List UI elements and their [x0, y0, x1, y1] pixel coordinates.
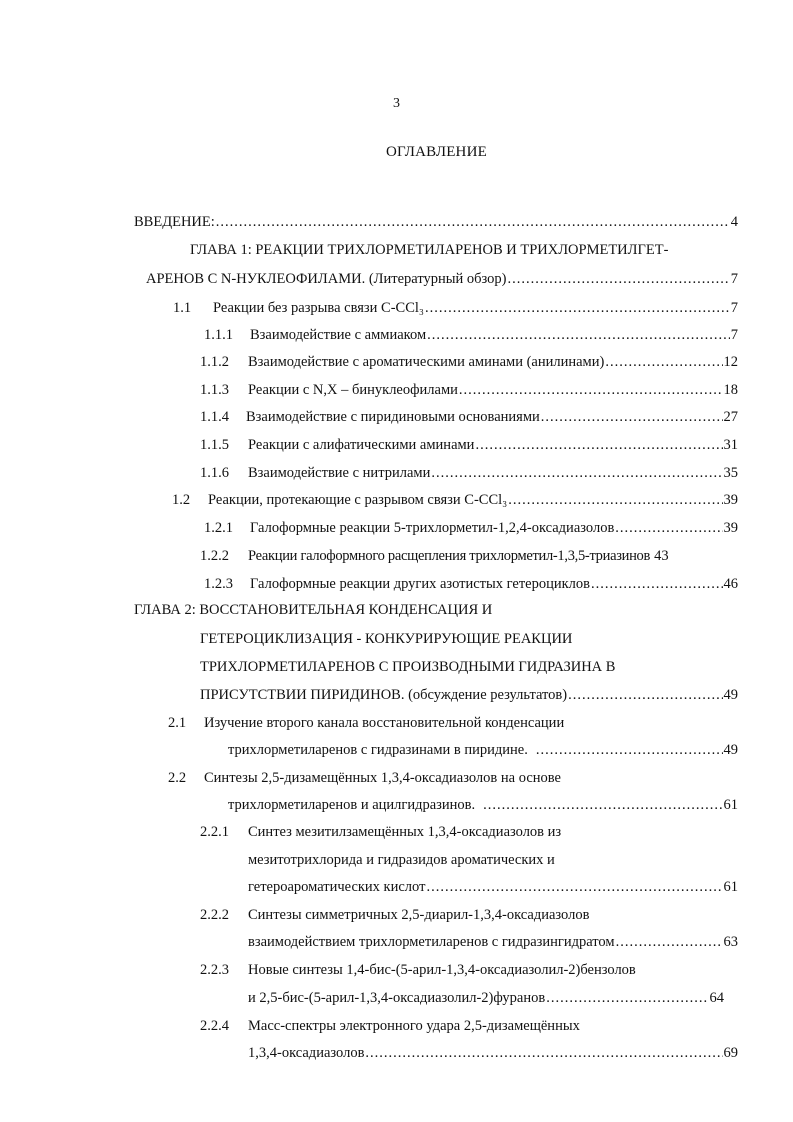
- toc-entry-text: Синтезы 2,5-дизамещённых 1,3,4-оксадиазолов на основе: [204, 770, 561, 786]
- toc-page-ref: 39: [723, 520, 738, 536]
- toc-entry-text: Взаимодействие с пиридиновыми основаниями: [246, 409, 540, 425]
- toc-page-ref: 31: [723, 437, 738, 453]
- toc-page-ref: 7: [730, 300, 738, 316]
- toc-entry-text: ПРИСУТСТВИИ ПИРИДИНОВ. (обсуждение результатов): [200, 687, 568, 703]
- toc-entry-number: 1.1.3: [200, 382, 229, 398]
- leader-dots: [615, 518, 722, 538]
- leader-dots: [508, 490, 722, 510]
- toc-entry-2-2-4-cont[interactable]: [248, 1043, 738, 1063]
- toc-entry-number: 1.2.3: [204, 576, 233, 592]
- toc-entry-text: Взаимодействие с ароматическими аминами (анилинами): [248, 354, 605, 370]
- toc-entry-text: Синтез мезитилзамещённых 1,3,4-оксадиазолов из: [248, 824, 562, 840]
- toc-entry-text: Реакции с N,X – бинуклеофилами: [248, 382, 458, 398]
- toc-page-ref: 61: [723, 797, 738, 813]
- toc-page-ref: 63: [723, 934, 738, 950]
- toc-entry-text: Взаимодействие с аммиаком: [250, 327, 427, 343]
- toc-entry-2-2-2[interactable]: [200, 905, 738, 925]
- toc-chapter2-line1[interactable]: ГЛАВА 2: ВОССТАНОВИТЕЛЬНАЯ КОНДЕНСАЦИЯ И: [134, 602, 493, 618]
- leader-dots: [427, 325, 730, 345]
- toc-entry-number: 1.1.6: [200, 465, 229, 481]
- toc-page-ref: 69: [723, 1045, 738, 1061]
- toc-entry-number: 1.1.5: [200, 437, 229, 453]
- toc-entry-1-2-2[interactable]: [200, 546, 738, 566]
- toc-entry-2-2-1-cont2[interactable]: [248, 877, 738, 897]
- toc-entry-number: 1.2.1: [204, 520, 233, 536]
- page-number: 3: [393, 96, 400, 111]
- toc-entry-2-2-3[interactable]: [200, 960, 738, 980]
- leader-dots: [507, 269, 729, 289]
- toc-page-ref: 7: [730, 271, 738, 287]
- leader-dots: [459, 380, 723, 400]
- toc-entry-number: 2.2: [168, 770, 187, 786]
- toc-page-ref: 39: [723, 492, 738, 508]
- toc-entry-text: 1,3,4-оксадиазолов: [248, 1045, 365, 1061]
- leader-dots: [216, 212, 730, 232]
- toc-chapter2-line4[interactable]: [200, 685, 738, 705]
- toc-entry-text: Синтезы симметричных 2,5-диарил-1,3,4-оксадиазолов: [248, 907, 590, 923]
- toc-page-ref: 35: [723, 465, 738, 481]
- leader-dots: [605, 352, 722, 372]
- toc-page-ref: 61: [723, 879, 738, 895]
- leader-dots: [426, 877, 722, 897]
- toc-entry-text: Взаимодействие с нитрилами: [248, 465, 431, 481]
- toc-chapter1-line2[interactable]: [146, 269, 738, 289]
- toc-entry-number: 2.1: [168, 715, 187, 731]
- toc-entry-text: Реакции галоформного расщепления трихлорметил-1,3,5-триазинов: [248, 548, 651, 564]
- toc-chapter2-line2[interactable]: ГЕТЕРОЦИКЛИЗАЦИЯ - КОНКУРИРУЮЩИЕ РЕАКЦИИ: [200, 631, 573, 647]
- toc-entry-text: и 2,5-бис-(5-арил-1,3,4-оксадиазолил-2)фуранов: [248, 990, 546, 1006]
- toc-entry-number: 1.2: [172, 492, 191, 508]
- leader-dots: [483, 795, 722, 815]
- toc-entry-2-2[interactable]: [168, 768, 738, 788]
- toc-entry-1-2-3[interactable]: [204, 574, 738, 594]
- leader-dots: [568, 685, 722, 705]
- toc-chapter2-line3[interactable]: ТРИХЛОРМЕТИЛАРЕНОВ С ПРОИЗВОДНЫМИ ГИДРАЗИНА В: [200, 659, 616, 675]
- toc-entry-text: ВВЕДЕНИЕ:: [134, 214, 215, 230]
- leader-dots: [541, 407, 723, 427]
- toc-entry-text: Галоформные реакции 5-трихлорметил-1,2,4-оксадиазолов: [250, 520, 615, 536]
- toc-entry-number: 1.1.4: [200, 409, 229, 425]
- toc-chapter1-line1[interactable]: ГЛАВА 1: РЕАКЦИИ ТРИХЛОРМЕТИЛАРЕНОВ И ТРИХЛОРМЕТИЛГЕТ-: [190, 242, 669, 258]
- toc-entry-text: Изучение второго канала восстановительной конденсации: [204, 715, 565, 731]
- toc-entry-text: Реакции, протекающие с разрывом связи C-CCl₃: [208, 492, 508, 508]
- toc-entry-text: трихлорметиларенов и ацилгидразинов.: [228, 797, 476, 813]
- leader-dots: [546, 988, 708, 1008]
- toc-entry-text: взаимодействием трихлорметиларенов с гидразингидратом: [248, 934, 615, 950]
- toc-page-ref: 7: [730, 327, 738, 343]
- toc-entry-2-2-1[interactable]: [200, 822, 738, 842]
- toc-entry-2-2-3-cont[interactable]: [248, 988, 724, 1008]
- toc-page-ref: 12: [723, 354, 738, 370]
- toc-entry-number: 2.2.3: [200, 962, 229, 978]
- toc-page-ref: 27: [723, 409, 738, 425]
- leader-dots: [431, 463, 722, 483]
- toc-entry-text: Галоформные реакции других азотистых гетероциклов: [250, 576, 590, 592]
- toc-page-ref: 49: [723, 742, 738, 758]
- leader-dots: [365, 1043, 722, 1063]
- toc-entry-text: трихлорметиларенов с гидразинами в пиридине.: [228, 742, 528, 758]
- leader-dots: [536, 740, 723, 760]
- toc-entry-1-1-2[interactable]: [200, 352, 738, 372]
- toc-entry-number: 2.2.2: [200, 907, 229, 923]
- toc-page-ref: 4: [730, 214, 738, 230]
- toc-entry-1-2-1[interactable]: [204, 518, 738, 538]
- toc-entry-text: гетероароматических кислот: [248, 879, 426, 895]
- toc-entry-text: Новые синтезы 1,4-бис-(5-арил-1,3,4-оксадиазолил-2)бензолов: [248, 962, 636, 978]
- toc-page-ref: 46: [723, 576, 738, 592]
- toc-entry-1-1-3[interactable]: [200, 380, 738, 400]
- toc-entry-number: 2.2.4: [200, 1018, 229, 1034]
- toc-entry-2-2-2-cont[interactable]: [248, 932, 738, 952]
- toc-entry-text: АРЕНОВ С N-НУКЛЕОФИЛАМИ. (Литературный обзор): [146, 271, 507, 287]
- toc-page-ref: 49: [723, 687, 738, 703]
- toc-entry-1-1-1[interactable]: [204, 325, 738, 345]
- toc-entry-text: Реакции с алифатическими аминами: [248, 437, 475, 453]
- leader-dots: [475, 435, 722, 455]
- toc-entry-2-2-4[interactable]: [200, 1016, 738, 1036]
- toc-entry-number: 1.1.2: [200, 354, 229, 370]
- toc-entry-2-2-1-cont1[interactable]: мезитотрихлорида и гидразидов ароматических и: [248, 852, 555, 868]
- toc-entry-text: Реакции без разрыва связи C-CCl₃: [213, 300, 424, 316]
- toc-entry-text: Масс-спектры электронного удара 2,5-дизамещённых: [248, 1018, 580, 1034]
- toc-entry-1-1-5[interactable]: [200, 435, 738, 455]
- toc-page-ref: 18: [723, 382, 738, 398]
- toc-page-ref: 64: [709, 990, 724, 1006]
- toc-entry-2-1-cont[interactable]: [228, 740, 738, 760]
- leader-dots: [616, 932, 723, 952]
- toc-entry-number: 2.2.1: [200, 824, 229, 840]
- leader-dots: [591, 574, 723, 594]
- page-title: ОГЛАВЛЕНИЕ: [386, 144, 487, 160]
- toc-entry-2-2-cont[interactable]: [228, 795, 738, 815]
- toc-entry-1-1-4[interactable]: [200, 407, 738, 427]
- toc-entry-2-1[interactable]: [168, 713, 738, 733]
- toc-entry-number: 1.2.2: [200, 548, 229, 564]
- leader-dots: [425, 298, 730, 318]
- toc-entry-number: 1.1: [173, 300, 192, 316]
- toc-entry-intro[interactable]: [134, 212, 738, 232]
- toc-entry-1-2[interactable]: [172, 490, 738, 510]
- toc-entry-1-1[interactable]: [173, 298, 738, 318]
- toc-page-ref: 43: [654, 548, 669, 564]
- toc-entry-1-1-6[interactable]: [200, 463, 738, 483]
- toc-entry-number: 1.1.1: [204, 327, 233, 343]
